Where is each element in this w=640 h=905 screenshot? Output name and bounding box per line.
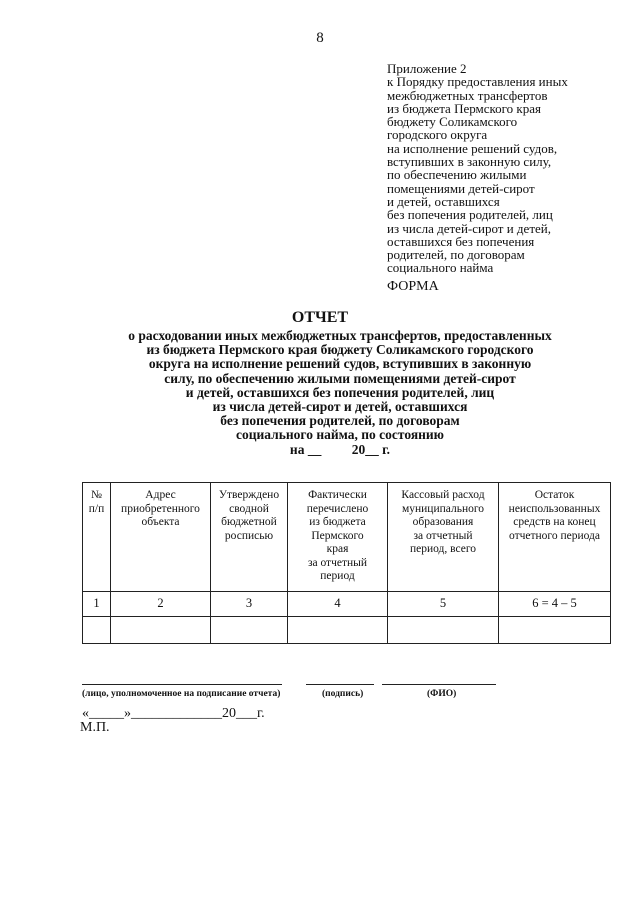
appendix-line: к Порядку предоставления иных	[387, 74, 568, 90]
empty-cell[interactable]	[499, 617, 611, 644]
subtitle-line: округа на исполнение решений судов, вступивших в законную	[148, 356, 532, 372]
subtitle-line: на __ 20__ г.	[289, 441, 391, 457]
empty-cell[interactable]	[288, 617, 388, 644]
appendix-line: на исполнение решений судов,	[387, 140, 558, 156]
appendix-line: из числа детей-сирот и детей,	[387, 220, 551, 236]
table-header-row	[83, 483, 611, 592]
appendix-line: родителей, по договорам	[387, 247, 525, 263]
column-number-cell: 5	[388, 592, 499, 617]
subtitle-line: и детей, оставшихся без попечения родителей, лиц	[185, 384, 495, 400]
appendix-line: вступивших в законную силу,	[387, 154, 552, 170]
forma-label: ФОРМА	[387, 279, 439, 294]
column-number-cell: 2	[111, 592, 211, 617]
header-cell-transferred: Фактически перечислено из бюджета Пермского края за отчетный период	[288, 483, 388, 592]
subtitle-line: из бюджета Пермского края бюджету Соликамского городского	[146, 342, 534, 358]
signature-date-line: «_____»_____________20___г.	[82, 706, 265, 721]
appendix-line: Приложение 2	[387, 61, 467, 76]
sign-signature-line	[306, 684, 374, 685]
header-cell-remainder: Остаток неиспользованных средств на конец отчетного периода	[499, 483, 611, 592]
document-title: ОТЧЕТ	[291, 309, 349, 326]
appendix-line: бюджету Соликамского	[387, 114, 518, 130]
stamp-label: М.П.	[80, 720, 110, 735]
empty-cell[interactable]	[211, 617, 288, 644]
fio-signature-line	[382, 684, 496, 685]
appendix-line: оставшихся без попечения	[387, 233, 535, 249]
appendix-line: помещениями детей-сирот	[387, 180, 535, 196]
header-cell-cash-expense: Кассовый расход муниципального образования за отчетный период, всего	[388, 483, 499, 592]
appendix-line: городского округа	[387, 127, 488, 143]
subtitle-line: силу, по обеспечению жилыми помещениями детей-сирот	[164, 370, 516, 386]
column-number-cell: 6 = 4 – 5	[499, 592, 611, 617]
appendix-line: из бюджета Пермского края	[387, 100, 542, 116]
appendix-line: социального найма	[387, 260, 494, 276]
header-cell-number: № п/п	[83, 483, 111, 592]
column-number-cell: 4	[288, 592, 388, 617]
appendix-line: без попечения родителей, лиц	[387, 207, 553, 223]
page-number: 8	[316, 30, 324, 46]
subtitle-line: социального найма, по состоянию	[236, 427, 444, 443]
person-label: (лицо, уполномоченное на подписание отчета)	[82, 689, 281, 699]
subtitle-line: без попечения родителей, по договорам	[220, 413, 460, 429]
sign-label: (подпись)	[322, 689, 364, 699]
empty-cell[interactable]	[388, 617, 499, 644]
header-cell-approved: Утверждено сводной бюджетной росписью	[211, 483, 288, 592]
document-subtitle	[60, 329, 620, 457]
fio-label: (ФИО)	[427, 689, 457, 699]
subtitle-line: из числа детей-сирот и детей, оставшихся	[212, 399, 468, 415]
report-table	[82, 482, 611, 644]
appendix-block	[387, 62, 627, 275]
column-number-cell: 1	[83, 592, 111, 617]
appendix-line: и детей, оставшихся	[387, 193, 500, 209]
empty-cell[interactable]	[83, 617, 111, 644]
appendix-line: по обеспечению жилыми	[387, 167, 527, 183]
subtitle-line: о расходовании иных межбюджетных трансфертов, предоставленных	[128, 328, 552, 343]
person-signature-line	[82, 684, 282, 685]
appendix-line: межбюджетных трансфертов	[387, 87, 548, 103]
column-number-cell: 3	[211, 592, 288, 617]
empty-data-row	[83, 617, 611, 644]
empty-cell[interactable]	[111, 617, 211, 644]
header-cell-address: Адрес приобретенного объекта	[111, 483, 211, 592]
column-number-row	[83, 592, 611, 617]
